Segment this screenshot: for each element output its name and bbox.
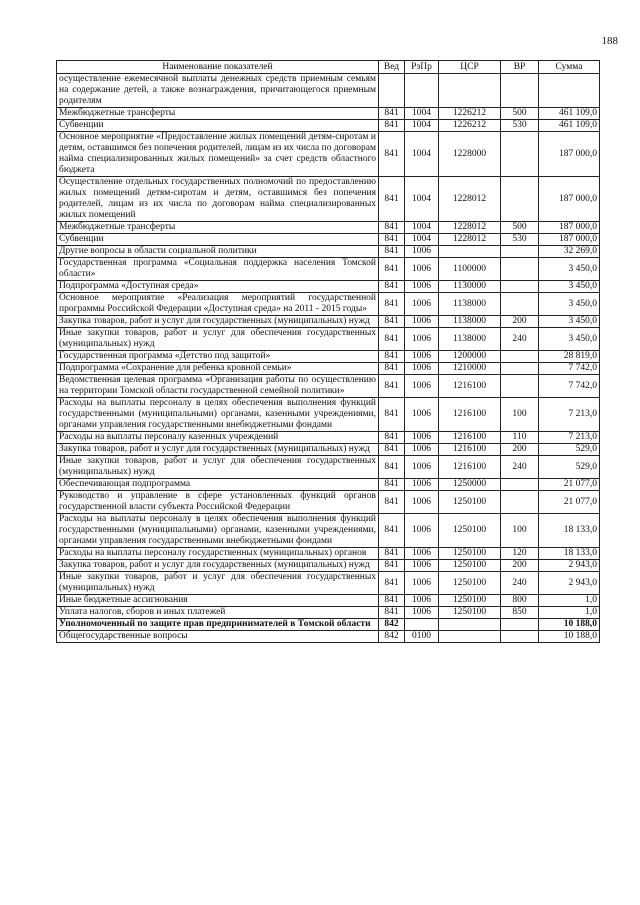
cell-rzpr: 1006 <box>405 432 439 444</box>
table-row <box>57 351 600 363</box>
cell-name: Закупка товаров, работ и услуг для государственных (муниципальных) нужд <box>57 560 379 572</box>
cell-vr: 530 <box>501 120 539 132</box>
cell-vr: 530 <box>501 234 539 246</box>
cell-ved: 841 <box>379 432 405 444</box>
cell-vr: 500 <box>501 108 539 120</box>
table-row <box>57 444 600 456</box>
table-row <box>57 631 600 643</box>
cell-ved: 841 <box>379 281 405 293</box>
cell-vr <box>501 619 539 631</box>
table-row <box>57 222 600 234</box>
cell-sum: 21 077,0 <box>539 491 600 514</box>
table-row <box>57 363 600 375</box>
cell-sum: 18 133,0 <box>539 548 600 560</box>
cell-rzpr: 1006 <box>405 479 439 491</box>
cell-name: Субвенции <box>57 234 379 246</box>
header-name: Наименование показателей <box>57 61 379 74</box>
cell-sum: 461 109,0 <box>539 108 600 120</box>
cell-vr: 100 <box>501 514 539 548</box>
cell-ved: 841 <box>379 491 405 514</box>
cell-csr: 1250100 <box>439 607 501 619</box>
cell-csr: 1228012 <box>439 234 501 246</box>
cell-rzpr: 1006 <box>405 607 439 619</box>
cell-rzpr: 1006 <box>405 444 439 456</box>
cell-name: Обеспечивающая подпрограмма <box>57 479 379 491</box>
cell-ved <box>379 74 405 108</box>
cell-rzpr: 1006 <box>405 246 439 258</box>
cell-name: Ведомственная целевая программа «Организация работы по осуществлению на территории Томской области государственной семейной политики» <box>57 375 379 398</box>
table-row <box>57 246 600 258</box>
table-row <box>57 548 600 560</box>
cell-name: Расходы на выплаты персоналу в целях обеспечения выполнения функций государственными (муниципальными) органами, казенными учреждениями, органами управления государственными внебюджетными фондами <box>57 514 379 548</box>
table-header-row <box>57 61 600 74</box>
cell-sum: 187 000,0 <box>539 132 600 177</box>
cell-rzpr: 1006 <box>405 595 439 607</box>
cell-rzpr: 1006 <box>405 572 439 595</box>
cell-csr: 1100000 <box>439 258 501 281</box>
cell-rzpr: 0100 <box>405 631 439 643</box>
cell-vr <box>501 351 539 363</box>
cell-ved: 841 <box>379 444 405 456</box>
cell-rzpr: 1006 <box>405 363 439 375</box>
table-row <box>57 595 600 607</box>
cell-name: Иные закупки товаров, работ и услуг для обеспечения государственных (муниципальных) нужд <box>57 328 379 351</box>
cell-vr: 800 <box>501 595 539 607</box>
table-row <box>57 293 600 316</box>
cell-csr: 1216100 <box>439 398 501 432</box>
cell-csr: 1228000 <box>439 132 501 177</box>
cell-csr: 1138000 <box>439 316 501 328</box>
cell-name: осуществление ежемесячной выплаты денежных средств приемным семьям на содержание детей, а также вознаграждения, причитающегося приемным родителям <box>57 74 379 108</box>
table-row <box>57 234 600 246</box>
cell-rzpr: 1004 <box>405 132 439 177</box>
table-body <box>57 74 600 643</box>
cell-rzpr: 1006 <box>405 316 439 328</box>
cell-rzpr: 1004 <box>405 177 439 222</box>
cell-name: Расходы на выплаты персоналу в целях обеспечения выполнения функций государственными (муниципальными) органами, казенными учреждениями, органами управления государственными внебюджетными фондами <box>57 398 379 432</box>
cell-vr: 240 <box>501 328 539 351</box>
cell-vr: 200 <box>501 444 539 456</box>
cell-vr <box>501 479 539 491</box>
cell-ved: 841 <box>379 108 405 120</box>
cell-name: Уплата налогов, сборов и иных платежей <box>57 607 379 619</box>
cell-vr <box>501 281 539 293</box>
cell-sum: 7 742,0 <box>539 363 600 375</box>
cell-csr: 1210000 <box>439 363 501 375</box>
cell-ved: 841 <box>379 293 405 316</box>
cell-vr: 240 <box>501 572 539 595</box>
cell-name: Государственная программа «Социальная поддержка населения Томской области» <box>57 258 379 281</box>
cell-csr: 1138000 <box>439 293 501 316</box>
table-row <box>57 108 600 120</box>
cell-csr: 1250100 <box>439 491 501 514</box>
table-row <box>57 316 600 328</box>
cell-sum: 3 450,0 <box>539 293 600 316</box>
header-rzpr: РзПр <box>405 61 439 74</box>
cell-ved: 841 <box>379 607 405 619</box>
cell-csr: 1216100 <box>439 375 501 398</box>
cell-rzpr: 1006 <box>405 398 439 432</box>
cell-name: Государственная программа «Детство под защитой» <box>57 351 379 363</box>
cell-ved: 842 <box>379 619 405 631</box>
cell-csr <box>439 74 501 108</box>
cell-name: Закупка товаров, работ и услуг для государственных (муниципальных) нужд <box>57 316 379 328</box>
cell-csr: 1216100 <box>439 444 501 456</box>
cell-csr: 1250100 <box>439 595 501 607</box>
table-row <box>57 258 600 281</box>
cell-csr <box>439 619 501 631</box>
cell-ved: 841 <box>379 375 405 398</box>
cell-vr <box>501 375 539 398</box>
table-row <box>57 491 600 514</box>
cell-name: Осуществление отдельных государственных полномочий по предоставлению жилых помещений детям-сиротам и детям, оставшимся без попечения родителей, лицам из их числа по договорам найма специализированных жилых помещений <box>57 177 379 222</box>
cell-ved: 841 <box>379 456 405 479</box>
cell-sum: 7 742,0 <box>539 375 600 398</box>
cell-rzpr: 1004 <box>405 234 439 246</box>
cell-rzpr: 1006 <box>405 560 439 572</box>
cell-name: Подпрограмма «Доступная среда» <box>57 281 379 293</box>
cell-rzpr: 1006 <box>405 456 439 479</box>
table-row <box>57 74 600 108</box>
cell-csr: 1216100 <box>439 456 501 479</box>
cell-name: Другие вопросы в области социальной политики <box>57 246 379 258</box>
cell-ved: 842 <box>379 631 405 643</box>
cell-rzpr: 1006 <box>405 293 439 316</box>
cell-vr: 500 <box>501 222 539 234</box>
table-row <box>57 281 600 293</box>
cell-sum: 18 133,0 <box>539 514 600 548</box>
cell-sum: 3 450,0 <box>539 316 600 328</box>
cell-name: Иные закупки товаров, работ и услуг для обеспечения государственных (муниципальных) нужд <box>57 572 379 595</box>
cell-vr <box>501 491 539 514</box>
table-row <box>57 398 600 432</box>
cell-sum: 187 000,0 <box>539 234 600 246</box>
cell-name: Основное мероприятие «Реализация мероприятий государственной программы Российской Федерации «Доступная среда» на 2011 - 2015 годы» <box>57 293 379 316</box>
cell-sum: 28 819,0 <box>539 351 600 363</box>
cell-csr: 1250100 <box>439 548 501 560</box>
cell-ved: 841 <box>379 132 405 177</box>
cell-name: Подпрограмма «Сохранение для ребенка кровной семьи» <box>57 363 379 375</box>
table-row <box>57 607 600 619</box>
cell-csr: 1250100 <box>439 560 501 572</box>
cell-name: Межбюджетные трансферты <box>57 222 379 234</box>
cell-ved: 841 <box>379 572 405 595</box>
cell-sum: 2 943,0 <box>539 560 600 572</box>
cell-ved: 841 <box>379 595 405 607</box>
table-row <box>57 132 600 177</box>
table-row <box>57 177 600 222</box>
cell-sum: 2 943,0 <box>539 572 600 595</box>
cell-vr <box>501 363 539 375</box>
cell-csr: 1228012 <box>439 222 501 234</box>
cell-rzpr: 1006 <box>405 491 439 514</box>
cell-csr: 1138000 <box>439 328 501 351</box>
cell-ved: 841 <box>379 234 405 246</box>
cell-csr: 1250100 <box>439 572 501 595</box>
cell-sum: 3 450,0 <box>539 328 600 351</box>
table-row <box>57 375 600 398</box>
cell-sum <box>539 74 600 108</box>
cell-sum: 3 450,0 <box>539 281 600 293</box>
cell-vr <box>501 258 539 281</box>
cell-name: Уполномоченный по защите прав предпринимателей в Томской области <box>57 619 379 631</box>
cell-ved: 841 <box>379 177 405 222</box>
cell-ved: 841 <box>379 246 405 258</box>
cell-ved: 841 <box>379 351 405 363</box>
table-row <box>57 479 600 491</box>
cell-name: Субвенции <box>57 120 379 132</box>
cell-ved: 841 <box>379 328 405 351</box>
cell-name: Расходы на выплаты персоналу казенных учреждений <box>57 432 379 444</box>
cell-sum: 32 269,0 <box>539 246 600 258</box>
cell-csr <box>439 631 501 643</box>
table-row <box>57 560 600 572</box>
cell-vr: 200 <box>501 316 539 328</box>
cell-vr <box>501 132 539 177</box>
cell-sum: 187 000,0 <box>539 177 600 222</box>
cell-ved: 841 <box>379 222 405 234</box>
cell-name: Иные бюджетные ассигнования <box>57 595 379 607</box>
cell-csr: 1228012 <box>439 177 501 222</box>
cell-sum: 7 213,0 <box>539 432 600 444</box>
cell-csr: 1226212 <box>439 120 501 132</box>
budget-table <box>56 60 600 643</box>
table-row <box>57 432 600 444</box>
cell-name: Иные закупки товаров, работ и услуг для обеспечения государственных (муниципальных) нужд <box>57 456 379 479</box>
cell-name: Общегосударственные вопросы <box>57 631 379 643</box>
cell-sum: 7 213,0 <box>539 398 600 432</box>
cell-vr: 100 <box>501 398 539 432</box>
cell-sum: 1,0 <box>539 595 600 607</box>
cell-rzpr: 1004 <box>405 108 439 120</box>
table-row <box>57 456 600 479</box>
cell-csr: 1250100 <box>439 514 501 548</box>
table-row <box>57 328 600 351</box>
cell-name: Руководство и управление в сфере установленных функций органов государственной власти субъекта Российской Федерации <box>57 491 379 514</box>
cell-vr <box>501 246 539 258</box>
page-number: 188 <box>601 35 618 47</box>
cell-ved: 841 <box>379 514 405 548</box>
cell-vr: 120 <box>501 548 539 560</box>
cell-ved: 841 <box>379 363 405 375</box>
cell-ved: 841 <box>379 258 405 281</box>
cell-ved: 841 <box>379 120 405 132</box>
cell-sum: 529,0 <box>539 456 600 479</box>
cell-rzpr: 1006 <box>405 281 439 293</box>
table-row <box>57 572 600 595</box>
cell-name: Основное мероприятие «Предоставление жилых помещений детям-сиротам и детям, оставшимся без попечения родителей, лицам из их числа по договорам найма специализированных жилых помещений» за счет средств областного бюджета <box>57 132 379 177</box>
cell-sum: 10 188,0 <box>539 631 600 643</box>
cell-sum: 461 109,0 <box>539 120 600 132</box>
table-row <box>57 120 600 132</box>
cell-rzpr: 1006 <box>405 548 439 560</box>
cell-vr: 240 <box>501 456 539 479</box>
table-row <box>57 514 600 548</box>
cell-sum: 1,0 <box>539 607 600 619</box>
cell-rzpr: 1004 <box>405 120 439 132</box>
cell-vr <box>501 631 539 643</box>
cell-csr: 1200000 <box>439 351 501 363</box>
cell-ved: 841 <box>379 548 405 560</box>
cell-rzpr: 1006 <box>405 258 439 281</box>
cell-rzpr: 1004 <box>405 222 439 234</box>
cell-rzpr <box>405 74 439 108</box>
cell-ved: 841 <box>379 316 405 328</box>
cell-name: Закупка товаров, работ и услуг для государственных (муниципальных) нужд <box>57 444 379 456</box>
cell-csr <box>439 246 501 258</box>
cell-ved: 841 <box>379 479 405 491</box>
table-row <box>57 619 600 631</box>
cell-csr: 1226212 <box>439 108 501 120</box>
cell-vr <box>501 293 539 316</box>
cell-sum: 529,0 <box>539 444 600 456</box>
cell-vr: 850 <box>501 607 539 619</box>
cell-vr: 200 <box>501 560 539 572</box>
cell-rzpr: 1006 <box>405 375 439 398</box>
cell-vr <box>501 177 539 222</box>
cell-ved: 841 <box>379 398 405 432</box>
cell-sum: 187 000,0 <box>539 222 600 234</box>
header-csr: ЦСР <box>439 61 501 74</box>
header-ved: Вед <box>379 61 405 74</box>
cell-csr: 1130000 <box>439 281 501 293</box>
cell-vr: 110 <box>501 432 539 444</box>
header-vr: ВР <box>501 61 539 74</box>
cell-rzpr: 1006 <box>405 328 439 351</box>
cell-rzpr: 1006 <box>405 514 439 548</box>
cell-rzpr <box>405 619 439 631</box>
cell-name: Межбюджетные трансферты <box>57 108 379 120</box>
cell-name: Расходы на выплаты персоналу государственных (муниципальных) органов <box>57 548 379 560</box>
cell-ved: 841 <box>379 560 405 572</box>
cell-sum: 21 077,0 <box>539 479 600 491</box>
cell-csr: 1216100 <box>439 432 501 444</box>
cell-vr <box>501 74 539 108</box>
cell-csr: 1250000 <box>439 479 501 491</box>
cell-sum: 10 188,0 <box>539 619 600 631</box>
cell-sum: 3 450,0 <box>539 258 600 281</box>
cell-rzpr: 1006 <box>405 351 439 363</box>
header-sum: Сумма <box>539 61 600 74</box>
